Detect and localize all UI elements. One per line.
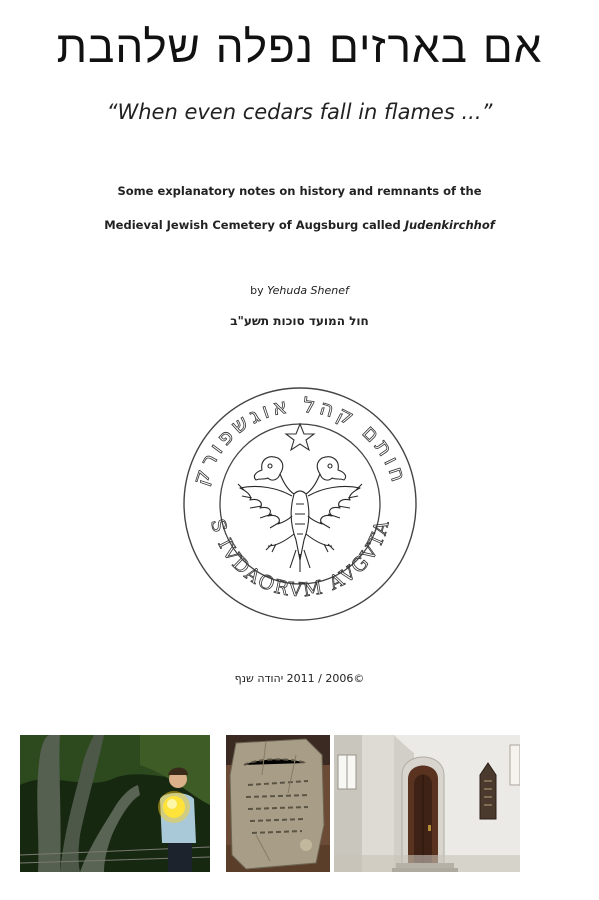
subtitle-line-1: Some explanatory notes on history and remnants of the: [117, 184, 482, 198]
subtitle-line-2: [0, 218, 599, 232]
copyright-line: ©2006 / 2011 יהודה שנף: [234, 672, 365, 685]
seal-hebrew-inscription: [188, 393, 412, 488]
double-headed-eagle: [238, 457, 362, 572]
subtitle-italic-term: Judenkirchhof: [404, 218, 495, 232]
gravestone-photo: [226, 735, 330, 872]
community-seal: [180, 384, 420, 624]
hebrew-date: חול המועד סוכות תשע"ב: [230, 314, 369, 328]
english-quote: “When even cedars fall in flames ...”: [106, 100, 493, 124]
chapel-interior-photo: [334, 735, 520, 872]
seal-star: [286, 424, 314, 450]
byline-prefix: by: [250, 284, 268, 297]
seal-hebrew-text: חותם קהל אוגשפורק: [187, 392, 413, 489]
forest-figure-photo: [20, 735, 210, 872]
hebrew-title: אם בארזים נפלה שלהבת: [56, 22, 543, 73]
seal-latin-text: S IVDAORVM AVGVTA: [206, 516, 394, 602]
byline: [0, 284, 599, 297]
seal-graphic: [180, 384, 420, 624]
subtitle-line-2-text: Medieval Jewish Cemetery of Augsburg called: [104, 218, 405, 232]
author-name: Yehuda Shenef: [267, 284, 349, 297]
